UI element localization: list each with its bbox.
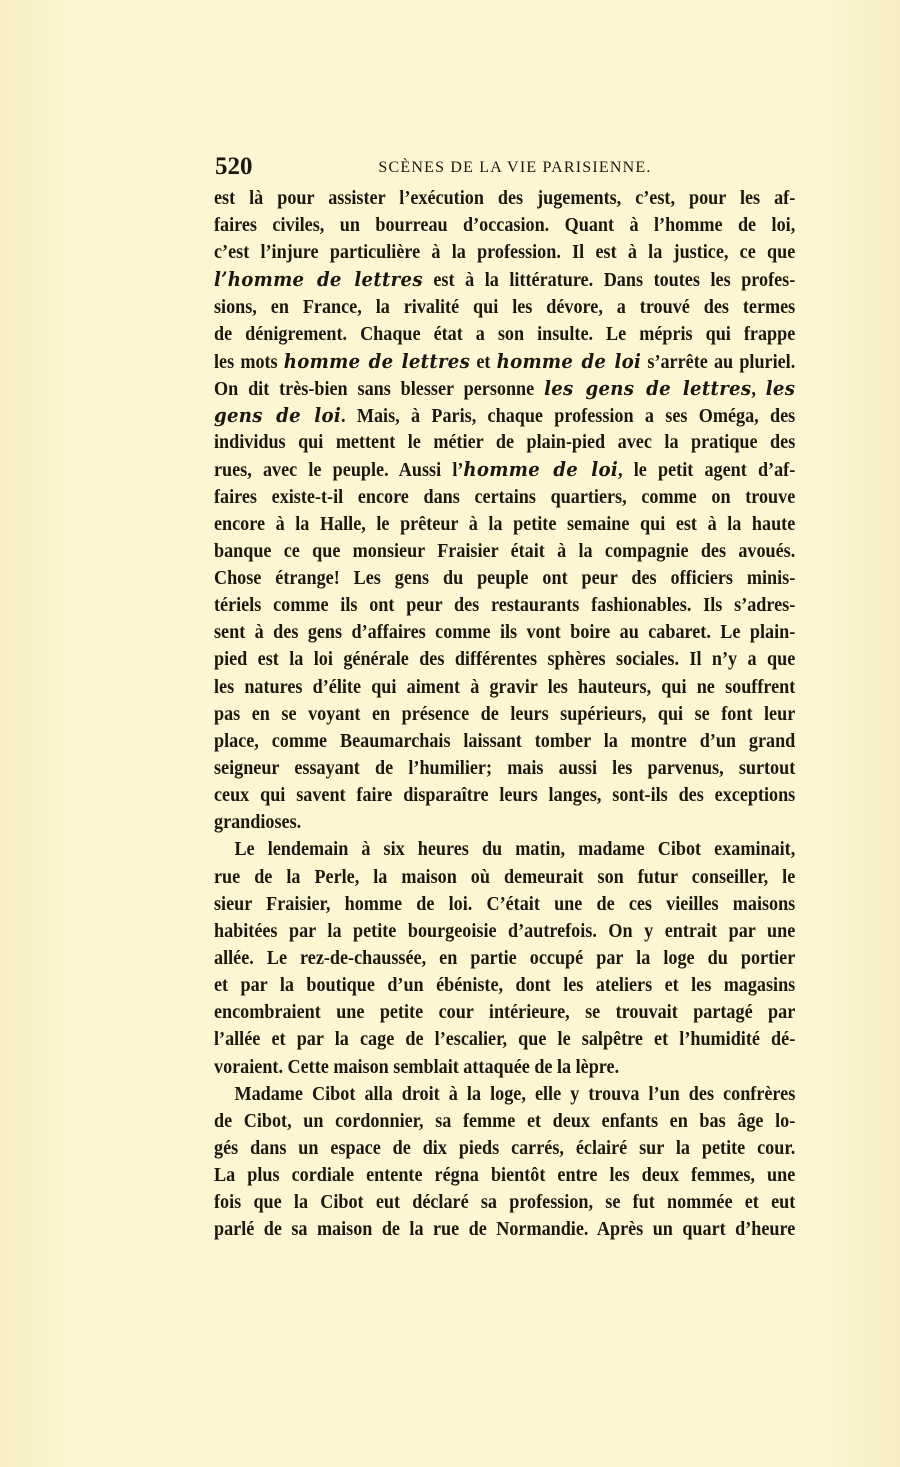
text-run: On dit très-bien sans blesser personne bbox=[214, 378, 545, 400]
text-line bbox=[214, 646, 795, 673]
text-line bbox=[214, 456, 795, 483]
text-run: sions, en France, la rivalité qui les dévore, a trouvé des termes bbox=[214, 296, 796, 318]
text-line bbox=[214, 1189, 795, 1216]
text-run: La plus cordiale entente régna bientôt entre les deux femmes, une bbox=[214, 1165, 796, 1187]
text-line bbox=[214, 1108, 795, 1135]
page-number: 520 bbox=[215, 153, 253, 180]
text-run: grandioses. bbox=[214, 812, 302, 834]
text-run: les natures d’élite qui aiment à gravir les hauteurs, qui ne souffrent bbox=[214, 676, 796, 698]
text-run: . Mais, à Paris, chaque profession a ses Oméga, des bbox=[341, 406, 796, 428]
italic-phrase: les gens de lettres bbox=[544, 376, 752, 400]
italic-phrase: les bbox=[765, 376, 796, 400]
text-run: les mots bbox=[214, 351, 284, 373]
text-run: ceux qui savent faire disparaître leurs langes, sont-ils des exceptions bbox=[214, 785, 796, 807]
text-run: s’arrête au pluriel. bbox=[641, 351, 796, 373]
text-line bbox=[214, 972, 795, 999]
text-line bbox=[214, 755, 795, 782]
text-run: habitées par la petite bourgeoisie d’autrefois. On y entrait par une bbox=[214, 920, 796, 942]
text-line bbox=[214, 864, 795, 891]
text-line bbox=[214, 836, 795, 863]
text-run: c’est l’injure particulière à la profession. Il est à la justice, ce que bbox=[214, 242, 796, 264]
text-line bbox=[214, 999, 795, 1026]
text-run: tériels comme ils ont peur des restaurants fashionables. Ils s’adres- bbox=[214, 595, 796, 617]
text-run: sent à des gens d’affaires comme ils vont boire au cabaret. Le plain- bbox=[214, 622, 796, 644]
text-line bbox=[214, 891, 795, 918]
text-run: rue de la Perle, la maison où demeurait son futur conseiller, le bbox=[214, 866, 796, 888]
text-run: , le petit agent d’af- bbox=[618, 460, 796, 482]
text-run: et bbox=[470, 351, 497, 373]
running-header bbox=[215, 153, 795, 183]
italic-phrase: homme de loi bbox=[463, 458, 619, 482]
text-line bbox=[214, 619, 795, 646]
text-run: allée. Le rez-de-chaussée, en partie occupé par la loge du portier bbox=[214, 947, 796, 969]
text-line bbox=[214, 674, 795, 701]
text-line bbox=[214, 945, 795, 972]
text-run: place, comme Beaumarchais laissant tomber la montre d’un grand bbox=[214, 730, 796, 752]
text-run: faires existe-t-il encore dans certains quartiers, comme on trouve bbox=[214, 486, 796, 508]
text-line bbox=[214, 809, 795, 836]
text-line bbox=[214, 592, 795, 619]
text-line bbox=[214, 348, 795, 375]
text-line bbox=[214, 1216, 795, 1243]
italic-phrase: homme de loi bbox=[496, 349, 642, 373]
text-line bbox=[214, 918, 795, 945]
text-run: et par la boutique d’un ébéniste, dont les ateliers et les magasins bbox=[214, 975, 796, 997]
text-run: sieur Fraisier, homme de loi. C’était une de ces vieilles maisons bbox=[214, 893, 796, 915]
text-line bbox=[214, 538, 795, 565]
text-line bbox=[214, 1026, 795, 1053]
running-title: SCÈNES DE LA VIE PARISIENNE. bbox=[378, 159, 652, 176]
text-line bbox=[214, 511, 795, 538]
text-run: Madame Cibot alla droit à la loge, elle y trouva l’un des confrères bbox=[234, 1083, 796, 1105]
italic-phrase: homme de lettres bbox=[283, 349, 471, 373]
text-line bbox=[214, 185, 795, 212]
text-line bbox=[214, 565, 795, 592]
text-line bbox=[214, 701, 795, 728]
text-run: l’allée et par la cage de l’escalier, que le salpêtre et l’humidité dé- bbox=[214, 1029, 796, 1051]
text-run: pas en se voyant en présence de leurs supérieurs, qui se font leur bbox=[214, 703, 796, 725]
text-run: de Cibot, un cordonnier, sa femme et deux enfants en bas âge lo- bbox=[214, 1110, 796, 1132]
text-line bbox=[214, 1135, 795, 1162]
text-line bbox=[214, 239, 795, 266]
text-line bbox=[214, 1162, 795, 1189]
text-run: banque ce que monsieur Fraisier était à la compagnie des avoués. bbox=[214, 540, 796, 562]
text-run: de dénigrement. Chaque état a son insulte. Le mépris qui frappe bbox=[214, 323, 796, 345]
text-line bbox=[214, 294, 795, 321]
text-run: individus qui mettent le métier de plain-pied avec la pratique des bbox=[214, 432, 796, 454]
text-run: Le lendemain à six heures du matin, madame Cibot examinait, bbox=[234, 839, 796, 861]
text-line bbox=[214, 321, 795, 348]
text-line bbox=[214, 1081, 795, 1108]
text-run: gés dans un espace de dix pieds carrés, éclairé sur la petite cour. bbox=[214, 1137, 796, 1159]
text-line bbox=[214, 429, 795, 456]
text-line bbox=[214, 728, 795, 755]
text-run: encore à la Halle, le prêteur à la petite semaine qui est à la haute bbox=[214, 513, 796, 535]
text-run: fois que la Cibot eut déclaré sa profession, se fut nommée et eut bbox=[214, 1192, 796, 1214]
body-text bbox=[214, 185, 796, 1243]
text-run: voraient. Cette maison semblait attaquée de la lèpre. bbox=[214, 1056, 620, 1078]
text-run: rues, avec le peuple. Aussi l’ bbox=[214, 460, 464, 482]
text-run: Chose étrange! Les gens du peuple ont peur des officiers minis- bbox=[214, 567, 796, 589]
text-run: est à la littérature. Dans toutes les profes- bbox=[422, 270, 796, 292]
text-line bbox=[214, 212, 795, 239]
text-line bbox=[214, 402, 795, 429]
text-run: encombraient une petite cour intérieure, se trouvait partagé par bbox=[214, 1002, 796, 1024]
text-line bbox=[214, 375, 795, 402]
text-line bbox=[214, 782, 795, 809]
text-line bbox=[214, 1054, 795, 1081]
text-run: est là pour assister l’exécution des jugements, c’est, pour les af- bbox=[214, 188, 796, 209]
text-run: faires civiles, un bourreau d’occasion. Quant à l’homme de loi, bbox=[214, 215, 796, 237]
text-run: pied est la loi générale des différentes sphères sociales. Il n’y a que bbox=[214, 649, 796, 671]
italic-phrase: l’homme de lettres bbox=[214, 268, 423, 292]
italic-phrase: gens de loi bbox=[214, 404, 342, 428]
text-run: seigneur essayant de l’humilier; mais aussi les parvenus, surtout bbox=[214, 757, 796, 779]
text-line bbox=[214, 484, 795, 511]
text-run: , bbox=[751, 378, 766, 400]
text-run: parlé de sa maison de la rue de Normandie. Après un quart d’heure bbox=[214, 1219, 796, 1241]
text-line bbox=[214, 266, 795, 293]
